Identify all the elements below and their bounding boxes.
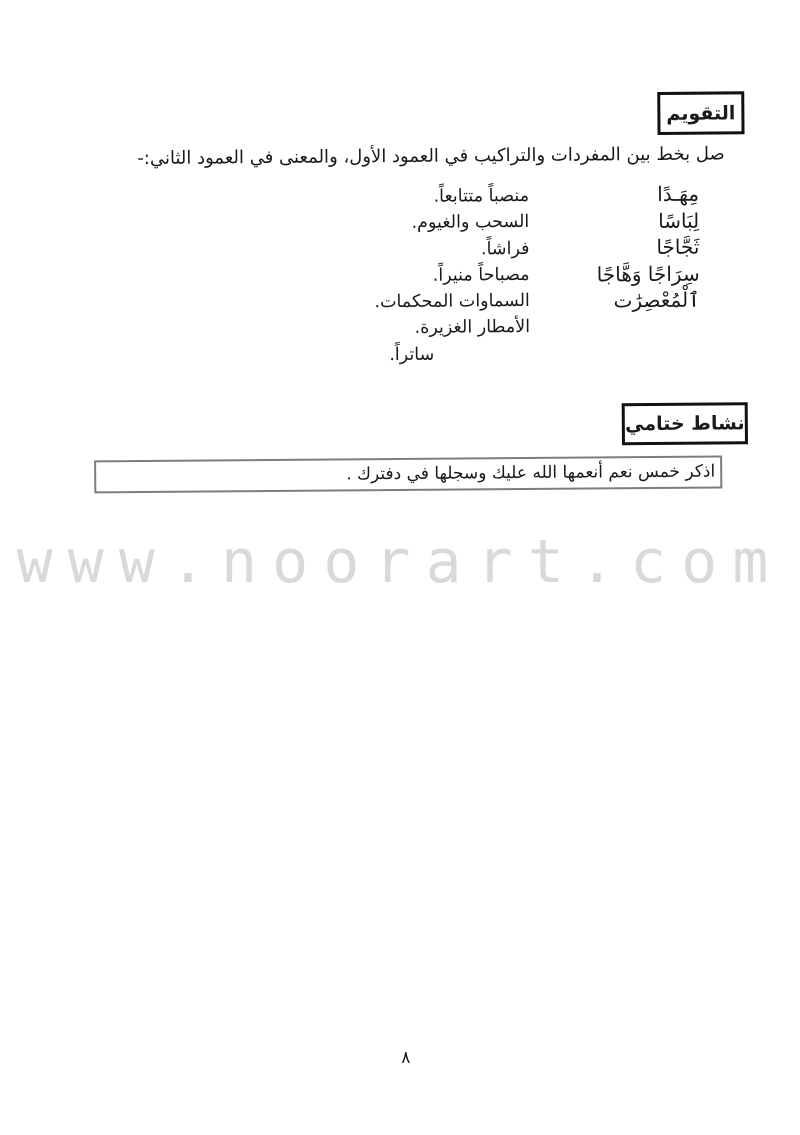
meaning-item: السماوات المحكمات. xyxy=(374,291,530,313)
noorart-watermark: www.noorart.com xyxy=(16,527,784,597)
final-activity-instruction-box: اذكر خمس نعم أنعمها الله عليك وسجلها في دفترك . xyxy=(94,455,722,493)
meaning-item: السحب والغيوم. xyxy=(411,212,530,234)
meaning-item: ساتراً. xyxy=(389,344,435,365)
word-item: سِرَاجًا وَهَّاجًا xyxy=(596,261,700,286)
word-item: ثَجَّاجًا xyxy=(656,234,700,259)
matching-words-column xyxy=(596,181,700,314)
page-number: ٨ xyxy=(401,1047,411,1069)
final-activity-header-box xyxy=(622,402,748,445)
word-item: ٱلْمُعْصِرَٰت xyxy=(613,287,700,313)
word-item: لِبَاسًا xyxy=(658,208,700,233)
meaning-item: منصباً متتابعاً. xyxy=(433,185,530,207)
word-item: مِهَـدًا xyxy=(657,181,700,206)
meaning-item: الأمطار الغزيرة. xyxy=(414,317,531,339)
matching-instruction: صل بخط بين المفردات والتراكيب في العمود الأول، والمعنى في العمود الثاني:- xyxy=(137,143,725,170)
meaning-item: فراشاً. xyxy=(480,238,530,259)
evaluation-header-box xyxy=(657,91,744,135)
matching-meanings-column xyxy=(374,183,531,368)
evaluation-header-label: التقويم xyxy=(666,101,736,125)
final-activity-header-label: نشاط ختامي xyxy=(624,412,745,436)
meaning-item: مصباحاً منيراً. xyxy=(432,264,530,286)
